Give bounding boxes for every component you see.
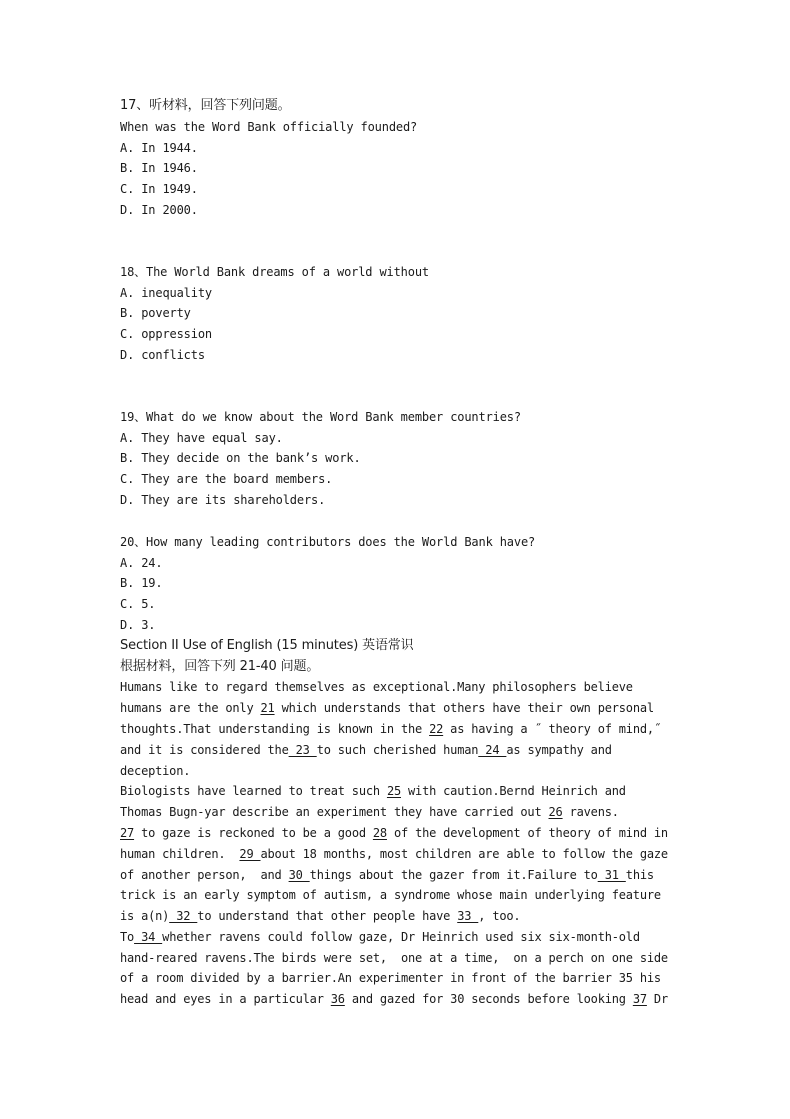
option-a: A. 24. (120, 555, 163, 570)
blank-34: 34 (134, 929, 163, 944)
blank-21: 21 (260, 701, 275, 716)
text-run: and it is considered the (120, 742, 289, 757)
spacer (120, 366, 680, 407)
text-run: head and eyes in a particular (120, 992, 331, 1007)
text-run: things about the gazer from it.Failure to (309, 867, 598, 882)
option-d: D. conflicts (120, 347, 205, 362)
option-a: A. inequality (120, 285, 212, 300)
passage-line: hand-reared ravens.The birds were set, one at a time, on a perch on one side (120, 950, 668, 965)
option-c: C. They are the board members. (120, 472, 333, 487)
question-20 (120, 532, 680, 636)
text-run: Biologists have learned to treat such (120, 784, 387, 799)
question-text: When was the Word Bank officially founded? (120, 119, 418, 134)
passage-line (120, 823, 680, 844)
option-c: C. oppression (120, 327, 212, 342)
section-instruction: 根据材料，回答下列 21-40 问题。 (120, 658, 320, 674)
passage-line (120, 698, 680, 719)
blank-31: 31 (597, 867, 626, 882)
text-run: ravens. (562, 805, 619, 820)
passage-line (120, 802, 680, 823)
question-stem: 18、The World Bank dreams of a world without (120, 264, 429, 279)
option-b: B. poverty (120, 306, 191, 321)
option-b: B. In 1946. (120, 161, 198, 176)
passage-line: Humans like to regard themselves as exceptional.Many philosophers believe (120, 680, 633, 695)
passage-line (120, 844, 680, 865)
passage-line (120, 781, 680, 802)
passage-line (120, 865, 680, 886)
text-run: as having a ˝ theory of mind,˝ (443, 721, 661, 736)
text-run: which understands that others have their own personal (274, 701, 654, 716)
option-b: B. They decide on the bank’s work. (120, 451, 361, 466)
blank-29: 29 (239, 846, 261, 861)
option-d: D. They are its shareholders. (120, 492, 326, 507)
text-run: to gaze is reckoned to be a good (134, 825, 373, 840)
text-run: Dr (646, 992, 668, 1007)
cloze-passage (120, 677, 680, 1010)
document-page (120, 96, 680, 1010)
text-run: to understand that other people have (197, 909, 458, 924)
blank-30: 30 (288, 867, 310, 882)
option-a: A. They have equal say. (120, 430, 283, 445)
text-run: thoughts.That understanding is known in the (120, 721, 430, 736)
blank-28: 28 (372, 825, 387, 840)
question-stem: 19、What do we know about the Word Bank member countries? (120, 409, 521, 424)
blank-25: 25 (386, 784, 401, 799)
text-run: To (120, 929, 135, 944)
spacer (120, 511, 680, 532)
passage-line (120, 989, 680, 1010)
passage-line (120, 719, 680, 740)
text-run: humans are the only (120, 701, 261, 716)
passage-line: trick is an early symptom of autism, a syndrome whose main underlying feature (120, 888, 661, 903)
text-run: human children. (120, 846, 240, 861)
blank-23: 23 (288, 742, 317, 757)
question-19 (120, 407, 680, 511)
option-d: D. In 2000. (120, 202, 198, 217)
blank-24: 24 (478, 742, 507, 757)
blank-33: 33 (457, 909, 479, 924)
option-c: C. In 1949. (120, 182, 198, 197)
option-c: C. 5. (120, 597, 156, 612)
blank-36: 36 (330, 992, 345, 1007)
text-run: about 18 months, most children are able to follow the gaze (260, 846, 668, 861)
blank-26: 26 (548, 805, 563, 820)
text-run: , too. (478, 909, 521, 924)
passage-line: of a room divided by a barrier.An experimenter in front of the barrier 35 his (120, 971, 661, 986)
text-run: whether ravens could follow gaze, Dr Heinrich used six six-month-old (162, 929, 640, 944)
text-run: of another person, and (120, 867, 289, 882)
passage-line (120, 906, 680, 927)
text-run: is a(n) (120, 909, 170, 924)
option-a: A. In 1944. (120, 140, 198, 155)
text-run: to such cherished human (316, 742, 479, 757)
text-run: of the development of theory of mind in (386, 825, 668, 840)
text-run: with caution.Bernd Heinrich and (401, 784, 626, 799)
passage-line (120, 740, 680, 761)
blank-22: 22 (429, 721, 444, 736)
question-18 (120, 262, 680, 366)
option-d: D. 3. (120, 617, 156, 632)
text-run: Thomas Bugn-yar describe an experiment they have carried out (120, 805, 549, 820)
blank-32: 32 (169, 909, 198, 924)
question-stem: 17、听材料，回答下列问题。 (120, 98, 291, 113)
passage-line: deception. (120, 763, 191, 778)
question-stem: 20、How many leading contributors does the World Bank have? (120, 534, 536, 549)
text-run: and gazed for 30 seconds before looking (344, 992, 633, 1007)
text-run: this (625, 867, 654, 882)
blank-27: 27 (120, 825, 135, 840)
spacer (120, 221, 680, 262)
blank-37: 37 (632, 992, 647, 1007)
option-b: B. 19. (120, 576, 163, 591)
text-run: as sympathy and (506, 742, 612, 757)
passage-line (120, 927, 680, 948)
section-title: Section II Use of English (15 minutes) 英语常识 (120, 637, 414, 653)
question-17 (120, 96, 680, 221)
